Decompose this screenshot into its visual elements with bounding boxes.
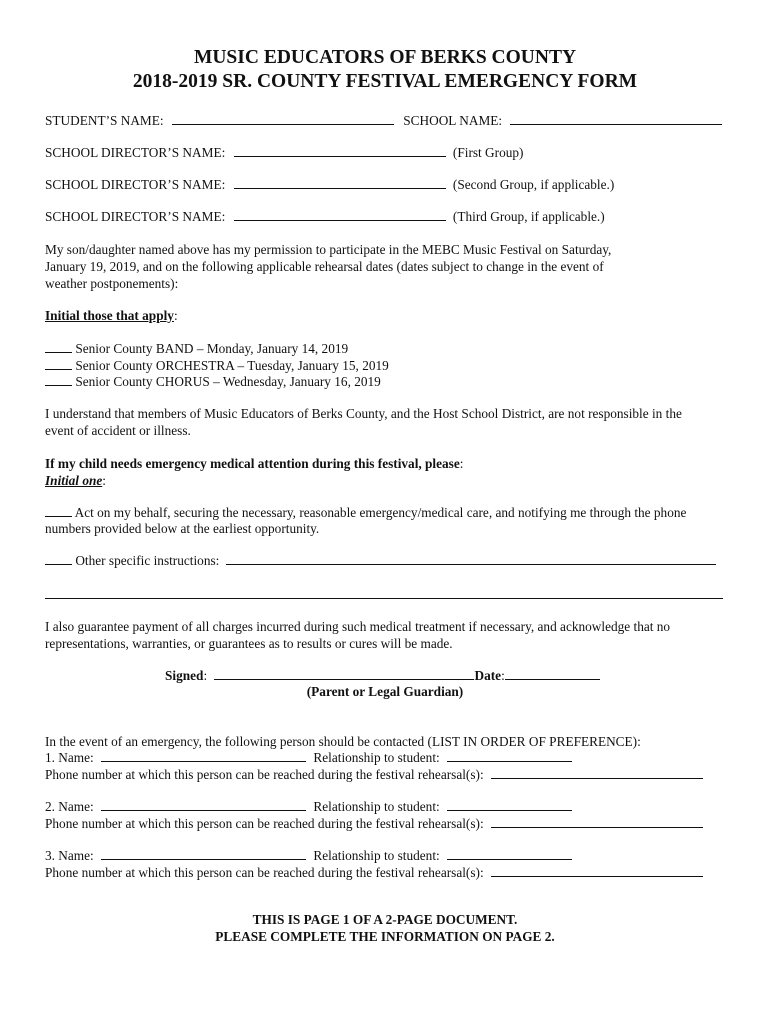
first-group-label: (First Group)	[452, 145, 524, 160]
initial-field-orchestra[interactable]	[45, 357, 72, 370]
initial-one-label: Initial one	[45, 473, 103, 488]
rehearsal-band-text: Senior County BAND – Monday, January 14, 2019	[75, 341, 349, 356]
other-instructions-field[interactable]	[226, 552, 716, 565]
initial-field-chorus[interactable]	[45, 373, 72, 386]
liability-line-1: I understand that members of Music Educators of Berks County, and the Host School District, are not responsible in the	[45, 406, 682, 421]
school-name-label: SCHOOL NAME:	[403, 113, 503, 128]
contact-1-relationship-field[interactable]	[447, 749, 572, 762]
contact-1-relationship-label: Relationship to student:	[313, 750, 440, 765]
contact-1-row	[45, 749, 572, 766]
director-name-field-3[interactable]	[234, 208, 446, 221]
payment-line-2: representations, warranties, or guarantees as to results or cures will be made.	[45, 636, 453, 651]
director-name-field-1[interactable]	[234, 144, 446, 157]
footer-line-2: PLEASE COMPLETE THE INFORMATION ON PAGE 2.	[215, 929, 555, 944]
rehearsal-band-row	[45, 340, 348, 357]
signature-row: Signed: Date:	[165, 667, 600, 684]
rehearsal-chorus-row	[45, 373, 381, 390]
emergency-option-1-line-2: numbers provided below at the earliest opportunity.	[45, 521, 320, 536]
initial-apply-heading: Initial those that apply:	[45, 308, 178, 323]
contact-3-phone-row	[45, 864, 703, 881]
contact-1-name-label: 1. Name:	[45, 750, 94, 765]
contact-2-name-label: 2. Name:	[45, 799, 94, 814]
contact-3-phone-field[interactable]	[491, 864, 703, 877]
emergency-option-2-row	[45, 552, 716, 569]
third-group-label: (Third Group, if applicable.)	[452, 209, 605, 224]
rehearsal-orchestra-row	[45, 357, 389, 374]
director-row-2	[45, 176, 614, 193]
contacts-intro: In the event of an emergency, the following person should be contacted (LIST IN ORDER OF PREFERENCE):	[45, 734, 641, 749]
initial-one-row: Initial one:	[45, 473, 106, 488]
contact-1-phone-row	[45, 766, 703, 783]
student-name-label: STUDENT’S NAME:	[45, 113, 164, 128]
initial-field-band[interactable]	[45, 340, 72, 353]
contact-3-name-field[interactable]	[101, 847, 306, 860]
permission-line-1: My son/daughter named above has my permission to participate in the MEBC Music Festival on Saturday,	[45, 242, 612, 257]
director-row-1	[45, 144, 523, 161]
form-title-line1: MUSIC EDUCATORS OF BERKS COUNTY	[193, 47, 577, 68]
contact-1-name-field[interactable]	[101, 749, 306, 762]
contact-2-relationship-field[interactable]	[447, 798, 572, 811]
initial-apply-label: Initial those that apply	[45, 308, 174, 323]
signature-field[interactable]	[214, 667, 474, 680]
director-name-label: SCHOOL DIRECTOR’S NAME:	[45, 145, 226, 160]
contact-2-phone-row	[45, 815, 703, 832]
emergency-heading-text: If my child needs emergency medical attention during this festival, please	[45, 456, 460, 471]
emergency-option-1-row	[45, 504, 686, 521]
contact-3-relationship-field[interactable]	[447, 847, 572, 860]
contact-1-phone-label: Phone number at which this person can be reached during the festival rehearsal(s):	[45, 767, 484, 782]
contact-2-phone-label: Phone number at which this person can be reached during the festival rehearsal(s):	[45, 816, 484, 831]
signed-label: Signed	[165, 668, 204, 683]
initial-field-act-on-behalf[interactable]	[45, 504, 72, 517]
director-name-field-2[interactable]	[234, 176, 446, 189]
contact-3-relationship-label: Relationship to student:	[313, 848, 440, 863]
student-name-field[interactable]	[172, 112, 394, 125]
contact-1-phone-field[interactable]	[491, 766, 703, 779]
guardian-caption: (Parent or Legal Guardian)	[306, 684, 464, 699]
footer-line-1: THIS IS PAGE 1 OF A 2-PAGE DOCUMENT.	[252, 912, 518, 927]
emergency-heading: If my child needs emergency medical attention during this festival, please:	[45, 456, 464, 471]
form-title-line2: 2018-2019 SR. COUNTY FESTIVAL EMERGENCY FORM	[132, 71, 638, 92]
liability-line-2: event of accident or illness.	[45, 423, 191, 438]
emergency-option-2-label: Other specific instructions:	[75, 553, 220, 568]
initial-field-other-instructions[interactable]	[45, 552, 72, 565]
director-name-label: SCHOOL DIRECTOR’S NAME:	[45, 209, 226, 224]
date-field[interactable]	[505, 667, 600, 680]
contact-2-relationship-label: Relationship to student:	[313, 799, 440, 814]
contact-3-name-label: 3. Name:	[45, 848, 94, 863]
contact-3-row	[45, 847, 572, 864]
student-school-row	[45, 112, 722, 129]
contact-2-row	[45, 798, 572, 815]
contact-2-phone-field[interactable]	[491, 815, 703, 828]
payment-line-1: I also guarantee payment of all charges incurred during such medical treatment if necessary, and acknowledge that no	[45, 619, 671, 634]
director-row-3	[45, 208, 605, 225]
director-name-label: SCHOOL DIRECTOR’S NAME:	[45, 177, 226, 192]
permission-line-2: January 19, 2019, and on the following applicable rehearsal dates (dates subject to change in the event of	[45, 259, 604, 274]
school-name-field[interactable]	[510, 112, 722, 125]
other-instructions-line-2[interactable]	[45, 598, 723, 599]
rehearsal-orchestra-text: Senior County ORCHESTRA – Tuesday, January 15, 2019	[75, 358, 389, 373]
contact-3-phone-label: Phone number at which this person can be reached during the festival rehearsal(s):	[45, 865, 484, 880]
second-group-label: (Second Group, if applicable.)	[452, 177, 615, 192]
emergency-option-1-text: Act on my behalf, securing the necessary, reasonable emergency/medical care, and notifying me through the phone	[74, 505, 687, 520]
date-label: Date	[474, 668, 502, 683]
contact-2-name-field[interactable]	[101, 798, 306, 811]
permission-line-3: weather postponements):	[45, 276, 179, 291]
rehearsal-chorus-text: Senior County CHORUS – Wednesday, January 16, 2019	[75, 374, 381, 389]
